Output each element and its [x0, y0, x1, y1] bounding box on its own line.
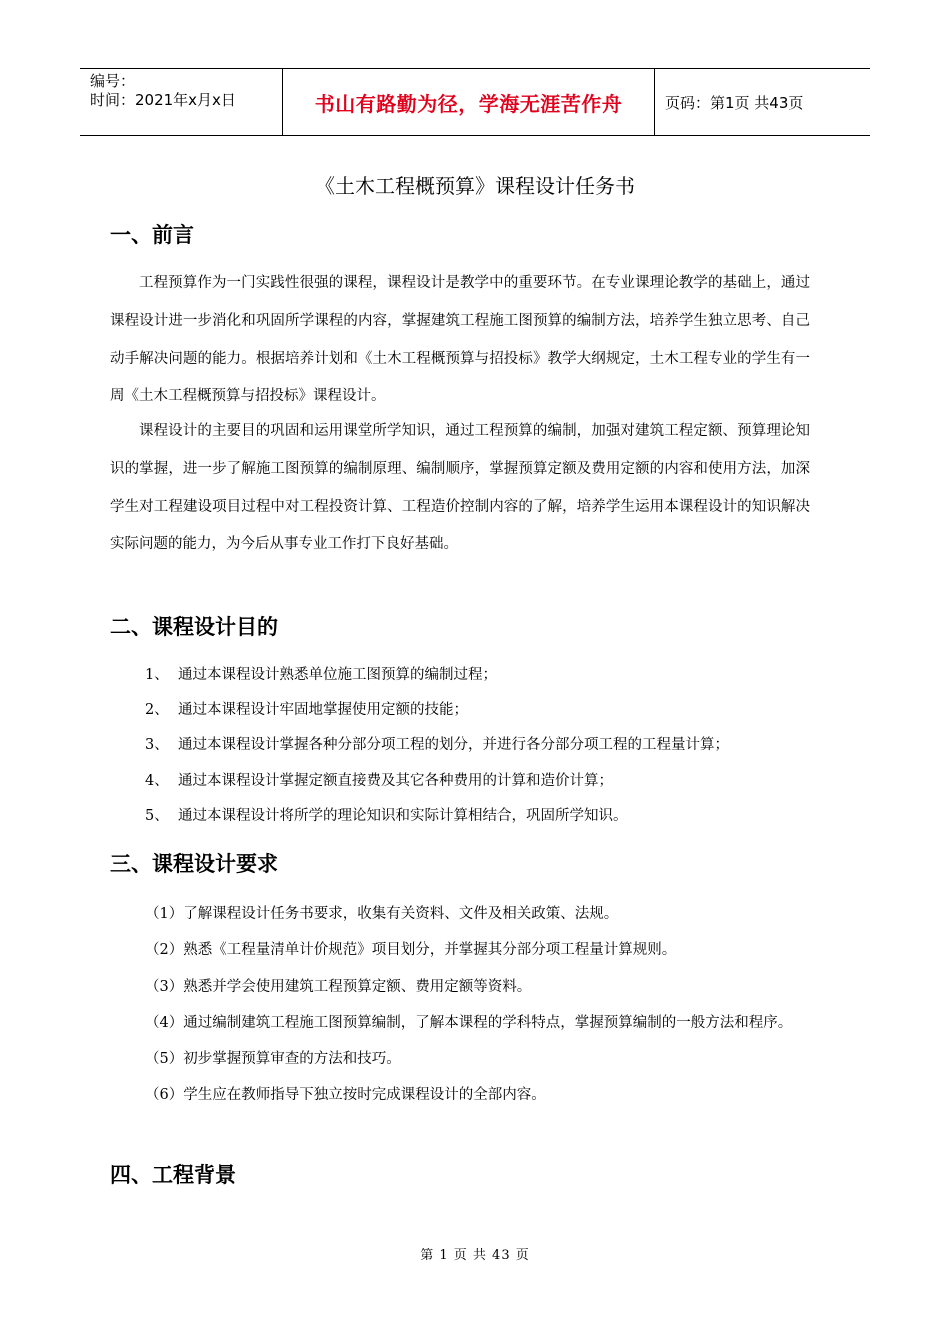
list-item-number: 4、 — [145, 772, 169, 789]
requirements-list — [110, 896, 810, 1114]
document-time-label: 时间：2021年x月x日 — [90, 91, 236, 109]
requirement-item: （1）了解课程设计任务书要求，收集有关资料、文件及相关政策、法规。 — [145, 906, 619, 922]
list-item-number: 2、 — [145, 702, 169, 719]
list-item — [145, 728, 825, 763]
list-item-text: 通过本课程设计掌握定额直接费及其它各种费用的计算和造价计算； — [178, 772, 613, 789]
section-heading-purpose: 二、课程设计目的 — [110, 615, 278, 639]
preface-paragraph-2: 课程设计的主要目的巩固和运用课堂所学知识，通过工程预算的编制，加强对建筑工程定额、预算理论知识的掌握，进一步了解施工图预算的编制原理、编制顺序，掌握预算定额及费用定额的内容和使用方法，加深学生对工程建设项目过程中对工程投资计算、工程造价控制内容的了解，培养学生运用本课程设计的知识解决实际问题的能力，为今后从事专业工作打下良好基础。 — [110, 423, 810, 553]
list-item-text: 通过本课程设计掌握各种分部分项工程的划分，并进行各分部分项工程的工程量计算； — [178, 737, 729, 754]
page-header — [80, 68, 870, 136]
list-item — [145, 693, 825, 728]
list-item-number: 3、 — [145, 737, 169, 754]
list-item-text: 通过本课程设计熟悉单位施工图预算的编制过程； — [178, 667, 497, 683]
section-heading-background: 四、工程背景 — [110, 1163, 236, 1187]
preface-paragraph-1: 工程预算作为一门实践性很强的课程，课程设计是教学中的重要环节。在专业课理论教学的基础上，通过课程设计进一步消化和巩固所学课程的内容，掌握建筑工程施工图预算的编制方法，培养学生独立思考、自己动手解决问题的能力。根据培养计划和《土木工程概预算与招投标》教学大纲规定，土木工程专业的学生有一周《土木工程概预算与招投标》课程设计。 — [110, 275, 810, 405]
list-item-text: 通过本课程设计将所学的理论知识和实际计算相结合，巩固所学知识。 — [178, 807, 628, 824]
page-footer: 第 1 页 共 43 页 — [420, 1248, 530, 1263]
section-heading-requirements: 三、课程设计要求 — [110, 852, 278, 876]
requirement-item: （6）学生应在教师指导下独立按时完成课程设计的全部内容。 — [145, 1087, 546, 1104]
document-number-label: 编号： — [90, 72, 136, 90]
purpose-list — [145, 658, 825, 834]
requirement-item: （3）熟悉并学会使用建筑工程预算定额、费用定额等资料。 — [145, 978, 532, 995]
header-meta-cell — [80, 69, 282, 135]
requirement-item: （5）初步掌握预算审查的方法和技巧。 — [145, 1051, 401, 1068]
list-item-number: 5、 — [145, 807, 169, 824]
list-item-text: 通过本课程设计牢固地掌握使用定额的技能； — [178, 702, 468, 719]
requirement-item: （2）熟悉《工程量清单计价规范》项目划分，并掌握其分部分项工程量计算规则。 — [145, 942, 677, 959]
header-page-info: 页码：第1页 共43页 — [665, 93, 804, 112]
list-item-number: 1、 — [145, 667, 169, 683]
section-heading-preface: 一、前言 — [110, 223, 194, 247]
list-item — [145, 764, 825, 799]
document-title: 《土木工程概预算》课程设计任务书 — [315, 174, 635, 198]
list-item — [145, 658, 825, 693]
requirement-item: （4）通过编制建筑工程施工图预算编制，了解本课程的学科特点，掌握预算编制的一般方法和程序。 — [145, 1014, 793, 1031]
list-item — [145, 799, 825, 834]
header-motto: 书山有路勤为径，学海无涯苦作舟 — [282, 69, 655, 135]
